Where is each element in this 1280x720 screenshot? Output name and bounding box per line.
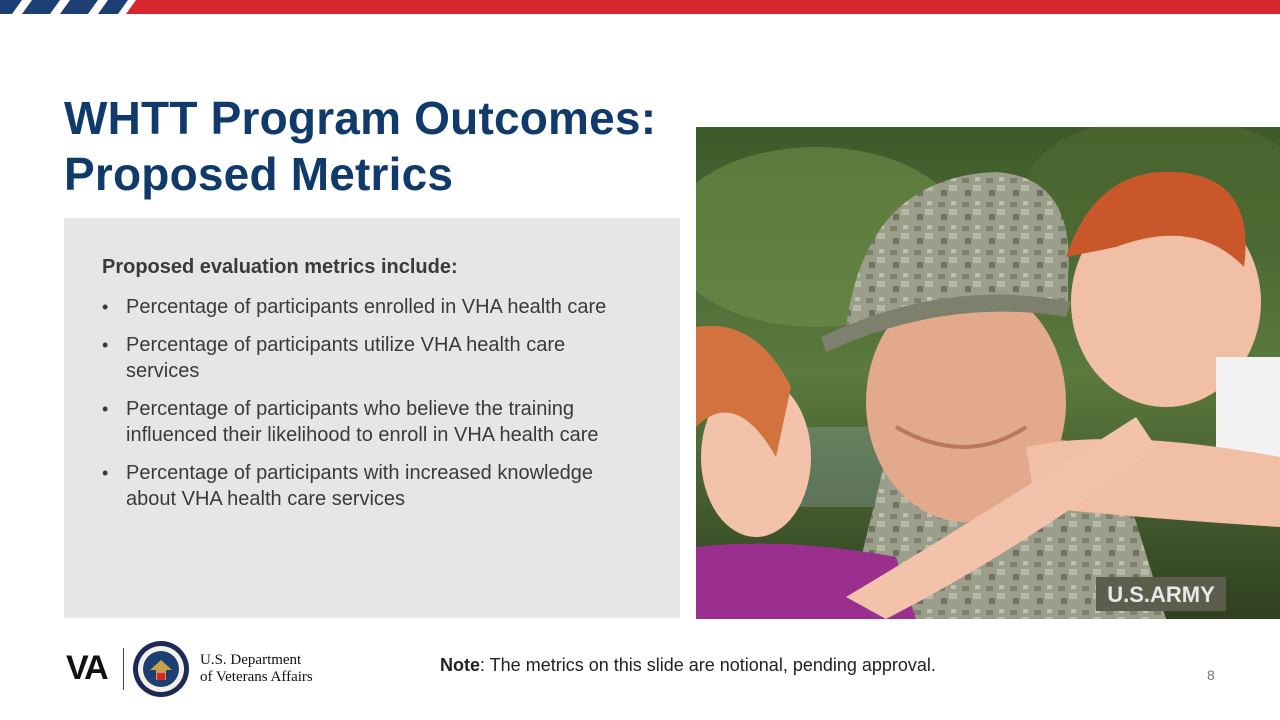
metric-text: Percentage of participants utilize VHA health care services [126, 334, 566, 382]
soldier-family-photo [696, 127, 1280, 619]
list-item [102, 460, 642, 512]
department-line-1: U.S. Department [200, 652, 302, 668]
va-seal-icon [132, 640, 190, 698]
bullet-icon: • [102, 399, 109, 419]
page-number: 8 [1207, 667, 1215, 683]
va-logo [66, 640, 326, 698]
list-item [102, 294, 642, 320]
logo-divider [123, 648, 124, 690]
footer-note [440, 655, 936, 676]
army-patch-text: U.S.ARMY [1107, 582, 1215, 607]
slide-title-line-1: WHTT Program Outcomes: [64, 92, 657, 144]
list-item [102, 396, 642, 448]
list-item [102, 332, 642, 384]
metric-text: Percentage of participants with increased knowledge about VHA health care services [126, 462, 593, 510]
slide-title [64, 90, 684, 202]
department-line-2: of Veterans Affairs [200, 669, 313, 685]
metrics-list [102, 294, 642, 524]
va-logo-mark: VA [66, 649, 107, 687]
metric-text: Percentage of participants who believe the training influenced their likelihood to enroll in VHA health care [126, 398, 599, 446]
bullet-icon: • [102, 335, 109, 355]
metric-text: Percentage of participants enrolled in VHA health care [126, 296, 607, 318]
metrics-content-box [64, 218, 680, 618]
metrics-intro: Proposed evaluation metrics include: [102, 256, 458, 278]
bullet-icon: • [102, 297, 109, 317]
top-accent-bar [0, 0, 1280, 14]
note-label: Note [440, 655, 480, 675]
bullet-icon: • [102, 463, 109, 483]
note-text: : The metrics on this slide are notional, pending approval. [480, 655, 936, 675]
department-name [200, 652, 313, 686]
slide-title-line-2: Proposed Metrics [64, 148, 454, 200]
